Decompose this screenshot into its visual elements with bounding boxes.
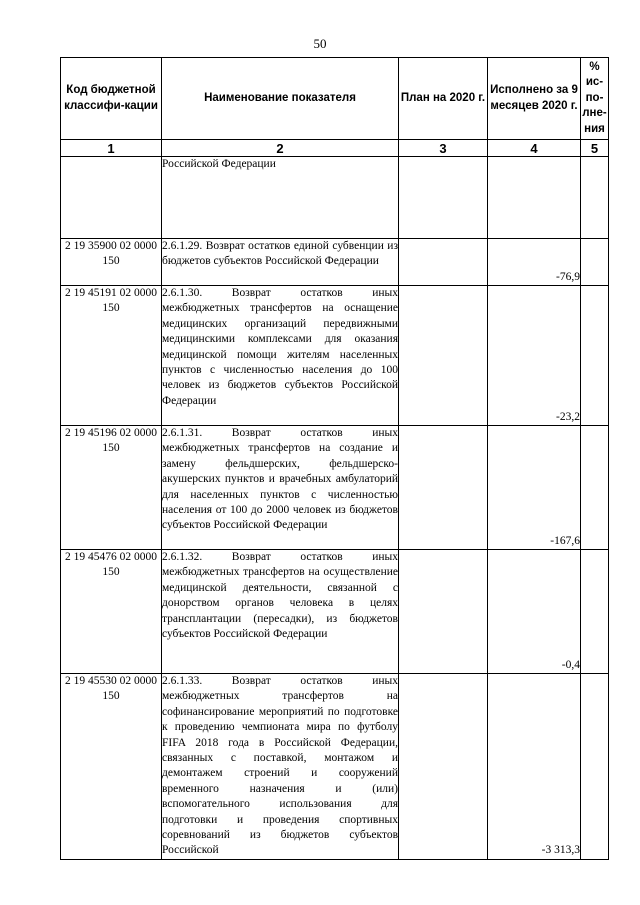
row-name: Российской Федерации: [162, 157, 399, 239]
table-row: [61, 286, 609, 426]
page-number: 50: [313, 36, 327, 51]
row-executed: -3 313,3: [488, 674, 581, 860]
row-code: 2 19 45476 02 0000 150: [61, 550, 162, 674]
header-executed: Исполнено за 9 месяцев 2020 г.: [488, 58, 581, 140]
row-executed: -76,9: [488, 239, 581, 286]
table-row: [61, 426, 609, 550]
row-executed: -167,6: [488, 426, 581, 550]
header-percent: % ис-по-лне-ния: [581, 58, 609, 140]
row-executed: [488, 157, 581, 239]
row-code: 2 19 45196 02 0000 150: [61, 426, 162, 550]
row-percent: [581, 550, 609, 674]
table-row: [61, 157, 609, 239]
row-name: 2.6.1.32. Возврат остатков иных межбюджетных трансфертов на осуществление медицинской деятельности, связанной с донорством органов человека в целях трансплантации (пересадки), из бюджетов субъектов Российской Федерации: [162, 550, 399, 674]
row-percent: [581, 426, 609, 550]
table-row: [61, 674, 609, 860]
budget-table: [60, 57, 609, 860]
header-name: Наименование показателя: [162, 58, 399, 140]
row-percent: [581, 157, 609, 239]
column-number: 1: [61, 140, 162, 157]
row-executed: -23,2: [488, 286, 581, 426]
row-code: 2 19 45191 02 0000 150: [61, 286, 162, 426]
table-row: [61, 550, 609, 674]
column-number: 3: [399, 140, 488, 157]
row-plan: [399, 550, 488, 674]
column-number: 2: [162, 140, 399, 157]
row-code: 2 19 35900 02 0000 150: [61, 239, 162, 286]
row-name: 2.6.1.29. Возврат остатков единой субвенции из бюджетов субъектов Российской Федерации: [162, 239, 399, 286]
column-number: 5: [581, 140, 609, 157]
row-percent: [581, 674, 609, 860]
row-code: 2 19 45530 02 0000 150: [61, 674, 162, 860]
row-plan: [399, 426, 488, 550]
header-plan: План на 2020 г.: [399, 58, 488, 140]
column-number: 4: [488, 140, 581, 157]
header-code: Код бюджетной классифи-кации: [61, 58, 162, 140]
row-name: 2.6.1.30. Возврат остатков иных межбюджетных трансфертов на оснащение медицинских организаций передвижными медицинскими комплексами для оказания медицинской помощи жителям населенных пунктов с численностью населения до 100 человек из бюджетов субъектов Российской Федерации: [162, 286, 399, 426]
row-plan: [399, 239, 488, 286]
row-percent: [581, 286, 609, 426]
row-plan: [399, 157, 488, 239]
row-executed: -0,4: [488, 550, 581, 674]
table-row: [61, 239, 609, 286]
row-name: 2.6.1.33. Возврат остатков иных межбюджетных трансфертов на софинансирование мероприятий по подготовке к проведению чемпионата мира по футболу FIFA 2018 года в Российской Федерации, связанных с поставкой, монтажом и демонтажем строений и сооружений временного назначения и (или) вспомогательного использования для подготовки и проведения спортивных соревнований из бюджетов субъектов Российской: [162, 674, 399, 860]
row-name: 2.6.1.31. Возврат остатков иных межбюджетных трансфертов на создание и замену фельдшерских, фельдшерско-акушерских пунктов и врачебных амбулаторий для населенных пунктов с численностью населения от 100 до 2000 человек из бюджетов субъектов Российской Федерации: [162, 426, 399, 550]
row-plan: [399, 286, 488, 426]
row-percent: [581, 239, 609, 286]
column-number-row: [61, 140, 609, 157]
row-plan: [399, 674, 488, 860]
header-row: [61, 58, 609, 140]
row-code: [61, 157, 162, 239]
